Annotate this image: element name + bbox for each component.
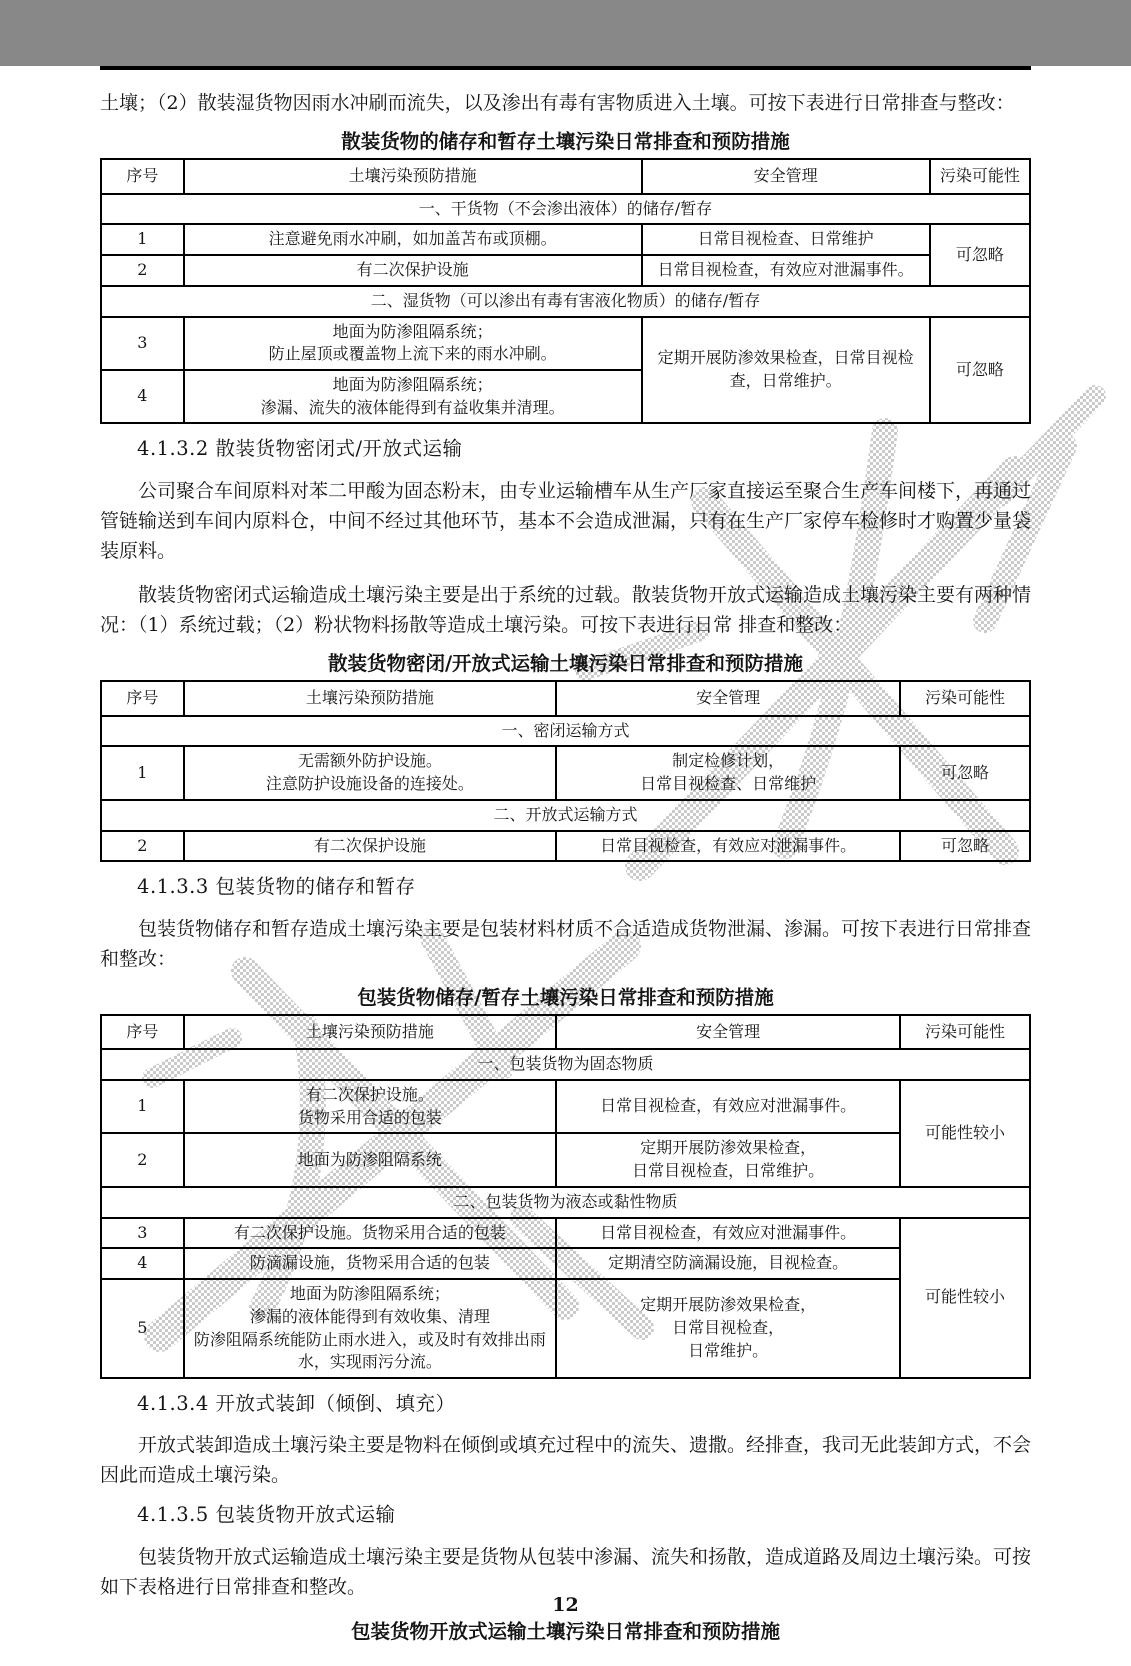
table1-title: 散装货物的储存和暂存土壤污染日常排查和预防措施	[341, 130, 790, 154]
table-cell	[556, 1133, 900, 1186]
header-rule	[100, 66, 1031, 70]
cell-line: 制定检修计划，	[672, 751, 785, 771]
table-row	[101, 1080, 1030, 1133]
table3-title: 包装货物储存/暂存土壤污染日常排查和预防措施	[357, 985, 774, 1009]
table-row	[101, 255, 1030, 286]
bulk-transport-table	[100, 680, 1031, 862]
table-cell	[184, 1279, 557, 1378]
table-cell	[642, 224, 930, 255]
column-header: 污染可能性	[900, 681, 1030, 716]
cell-line: 有二次保护设施	[313, 835, 426, 855]
cell-line: 定期清空防滴漏设施，目视检查。	[608, 1253, 849, 1273]
table-cell	[556, 1248, 900, 1279]
cell-line: 渗漏的液体能得到有效收集、清理	[249, 1306, 490, 1326]
column-header: 土壤污染预防措施	[184, 1015, 557, 1050]
cell-line: 货物采用合适的包装	[297, 1107, 442, 1127]
paragraph-packaged-transport: 包装货物开放式运输造成土壤污染主要是货物从包装中渗漏、流失和扬散，造成道路及周边土壤污染。可按如下表格进行日常排查和整改。	[100, 1545, 1032, 1598]
table4-title: 包装货物开放式运输土壤污染日常排查和预防措施	[350, 1619, 780, 1643]
table-cell	[642, 317, 930, 424]
cell-line: 5	[137, 1318, 148, 1338]
section-cell: 一、干货物（不会渗出液体）的储存/暂存	[101, 194, 1030, 225]
column-header: 土壤污染预防措施	[184, 159, 642, 194]
table-cell	[184, 1133, 557, 1186]
cell-line: 可能性较小	[924, 1287, 1005, 1307]
heading-4-1-3-3: 4.1.3.3 包装货物的储存和暂存	[137, 875, 416, 899]
table-cell	[930, 317, 1030, 424]
cell-line: 注意防护设施设备的连接处。	[265, 774, 474, 794]
column-header: 序号	[101, 159, 184, 194]
section-row	[101, 716, 1030, 747]
cell-line: 1	[137, 1096, 148, 1116]
table-row	[101, 1218, 1030, 1249]
paragraph-continuation: 土壤；（2）散装湿货物因雨水冲刷而流失，以及渗出有毒有害物质进入土壤。可按下表进行日常排查与整改：	[100, 92, 1015, 114]
cell-line: 日常维护。	[688, 1340, 769, 1360]
row-index	[101, 370, 184, 423]
cell-line: 2	[137, 835, 148, 855]
column-header: 安全管理	[556, 681, 900, 716]
column-header: 序号	[101, 1015, 184, 1050]
row-index	[101, 1279, 184, 1378]
header-row	[101, 1015, 1030, 1050]
table-cell	[556, 1279, 900, 1378]
table-row	[101, 224, 1030, 255]
paragraph-pta-transport: 公司聚合车间原料对苯二甲酸为固态粉末，由专业运输槽车从生产厂家直接运至聚合生产车间楼下，再通过管链输送到车间内原料仓，中间不经过其他环节，基本不会造成泄漏，只有在生产厂家停车检修时才购置少量袋装原料。	[100, 479, 1032, 562]
table-cell	[184, 370, 642, 423]
cell-line: 2	[137, 260, 148, 280]
paragraph-bulk-transport: 散装货物密闭式运输造成土壤污染主要是出于系统的过载。散装货物开放式运输造成土壤污染主要有两种情况：（1）系统过载；（2）粉状物料扬散等造成土壤污染。可按下表进行日常 排查和整改：	[100, 583, 1032, 636]
table-cell	[556, 1218, 900, 1249]
table-row	[101, 1133, 1030, 1186]
table-cell	[184, 831, 557, 862]
cell-line: 可忽略	[955, 244, 1004, 264]
column-header: 安全管理	[642, 159, 930, 194]
table-cell	[184, 1080, 557, 1133]
cell-line: 可忽略	[955, 359, 1004, 379]
heading-4-1-3-2: 4.1.3.2 散装货物密闭式/开放式运输	[137, 437, 463, 461]
page-content	[100, 66, 1031, 1644]
section-cell: 一、包装货物为固态物质	[101, 1049, 1030, 1080]
paragraph-open-loading: 开放式装卸造成土壤污染主要是物料在倾倒或填充过程中的流失、遗撒。经排查，我司无此装卸方式，不会因此而造成土壤污染。	[100, 1434, 1032, 1487]
document-page	[0, 66, 1131, 1666]
section-row	[101, 286, 1030, 317]
row-index	[101, 317, 184, 370]
data-table	[100, 158, 1031, 424]
cell-line: 可忽略	[940, 762, 989, 782]
paragraph-packaged-storage: 包装货物储存和暂存造成土壤污染主要是包装材料材质不合适造成货物泄漏、渗漏。可按下表进行日常排查和整改：	[100, 917, 1032, 970]
table-cell	[930, 224, 1030, 285]
cell-line: 日常目视检查、日常维护	[697, 229, 874, 249]
table-row	[101, 1248, 1030, 1279]
cell-line: 定期开展防渗效果检查，日常目视检查，日常维护。	[657, 348, 914, 391]
cell-line: 定期开展防渗效果检查，	[640, 1138, 817, 1158]
bulk-storage-table	[100, 158, 1031, 424]
heading-4-1-3-5: 4.1.3.5 包装货物开放式运输	[137, 1503, 396, 1527]
column-header: 污染可能性	[930, 159, 1030, 194]
row-index	[101, 224, 184, 255]
cell-line: 无需额外防护设施。	[297, 751, 442, 771]
section-row	[101, 800, 1030, 831]
data-table	[100, 680, 1031, 862]
table-cell	[900, 1080, 1030, 1187]
header-row	[101, 159, 1030, 194]
table-cell	[184, 1248, 557, 1279]
cell-line: 防止屋顶或覆盖物上流下来的雨水冲刷。	[268, 344, 557, 364]
cell-line: 地面为防渗阻隔系统	[297, 1149, 442, 1169]
heading-4-1-3-4: 4.1.3.4 开放式装卸（倾倒、填充）	[137, 1391, 456, 1415]
section-row	[101, 1049, 1030, 1080]
table-cell	[184, 746, 557, 799]
column-header: 序号	[101, 681, 184, 716]
row-index	[101, 1248, 184, 1279]
packaged-storage-table	[100, 1014, 1031, 1379]
cell-line: 日常目视检查，有效应对泄漏事件。	[600, 1096, 857, 1116]
cell-line: 2	[137, 1149, 148, 1169]
table-cell	[900, 746, 1030, 799]
cell-line: 日常目视检查，日常维护。	[632, 1161, 825, 1181]
table2-title: 散装货物密闭/开放式运输土壤污染日常排查和预防措施	[327, 651, 804, 675]
cell-line: 渗漏、流失的液体能得到有益收集并清理。	[260, 397, 565, 417]
column-header: 土壤污染预防措施	[184, 681, 557, 716]
cell-line: 日常目视检查，有效应对泄漏事件。	[600, 1222, 857, 1242]
table-cell	[900, 831, 1030, 862]
data-table	[100, 1014, 1031, 1379]
cell-line: 3	[137, 1222, 148, 1242]
cell-line: 4	[137, 1253, 148, 1273]
cell-line: 1	[137, 229, 148, 249]
table-cell	[642, 255, 930, 286]
row-index	[101, 1080, 184, 1133]
section-row	[101, 194, 1030, 225]
section-cell: 一、密闭运输方式	[101, 716, 1030, 747]
row-index	[101, 831, 184, 862]
section-row	[101, 1187, 1030, 1218]
row-index	[101, 1218, 184, 1249]
table-cell	[184, 255, 642, 286]
cell-line: 防渗阻隔系统能防止雨水进入，或及时有效排出雨水，实现雨污分流。	[193, 1329, 546, 1372]
table-cell	[184, 224, 642, 255]
cell-line: 地面为防渗阻隔系统；	[332, 375, 493, 395]
cell-line: 定期开展防渗效果检查，	[640, 1295, 817, 1315]
column-header: 污染可能性	[900, 1015, 1030, 1050]
page-number: 12	[552, 1594, 579, 1616]
cell-line: 1	[137, 762, 148, 782]
cell-line: 4	[137, 386, 148, 406]
cell-line: 注意避免雨水冲刷，如加盖苫布或顶棚。	[268, 229, 557, 249]
cell-line: 有二次保护设施	[356, 260, 469, 280]
table-cell	[556, 746, 900, 799]
cell-line: 3	[137, 332, 148, 352]
cell-line: 可忽略	[940, 835, 989, 855]
header-row	[101, 681, 1030, 716]
cell-line: 有二次保护设施。	[305, 1085, 434, 1105]
row-index	[101, 255, 184, 286]
section-cell: 二、包装货物为液态或黏性物质	[101, 1187, 1030, 1218]
table-cell	[900, 1218, 1030, 1378]
column-header: 安全管理	[556, 1015, 900, 1050]
table-cell	[556, 831, 900, 862]
cell-line: 可能性较小	[924, 1123, 1005, 1143]
cell-line: 有二次保护设施。货物采用合适的包装	[233, 1222, 506, 1242]
row-index	[101, 1133, 184, 1186]
table-cell	[184, 1218, 557, 1249]
cell-line: 日常目视检查，	[672, 1318, 785, 1338]
table-row	[101, 317, 1030, 370]
table-cell	[184, 317, 642, 370]
cell-line: 日常目视检查，有效应对泄漏事件。	[657, 260, 914, 280]
table-row	[101, 746, 1030, 799]
cell-line: 防滴漏设施，货物采用合适的包装	[249, 1253, 490, 1273]
section-cell: 二、开放式运输方式	[101, 800, 1030, 831]
row-index	[101, 746, 184, 799]
table-cell	[556, 1080, 900, 1133]
table-row	[101, 1279, 1030, 1378]
cell-line: 地面为防渗阻隔系统；	[332, 321, 493, 341]
cell-line: 日常目视检查，有效应对泄漏事件。	[600, 835, 857, 855]
table-row	[101, 831, 1030, 862]
cell-line: 日常目视检查、日常维护	[640, 774, 817, 794]
cell-line: 地面为防渗阻隔系统；	[289, 1284, 450, 1304]
section-cell: 二、湿货物（可以渗出有毒有害液化物质）的储存/暂存	[101, 286, 1030, 317]
